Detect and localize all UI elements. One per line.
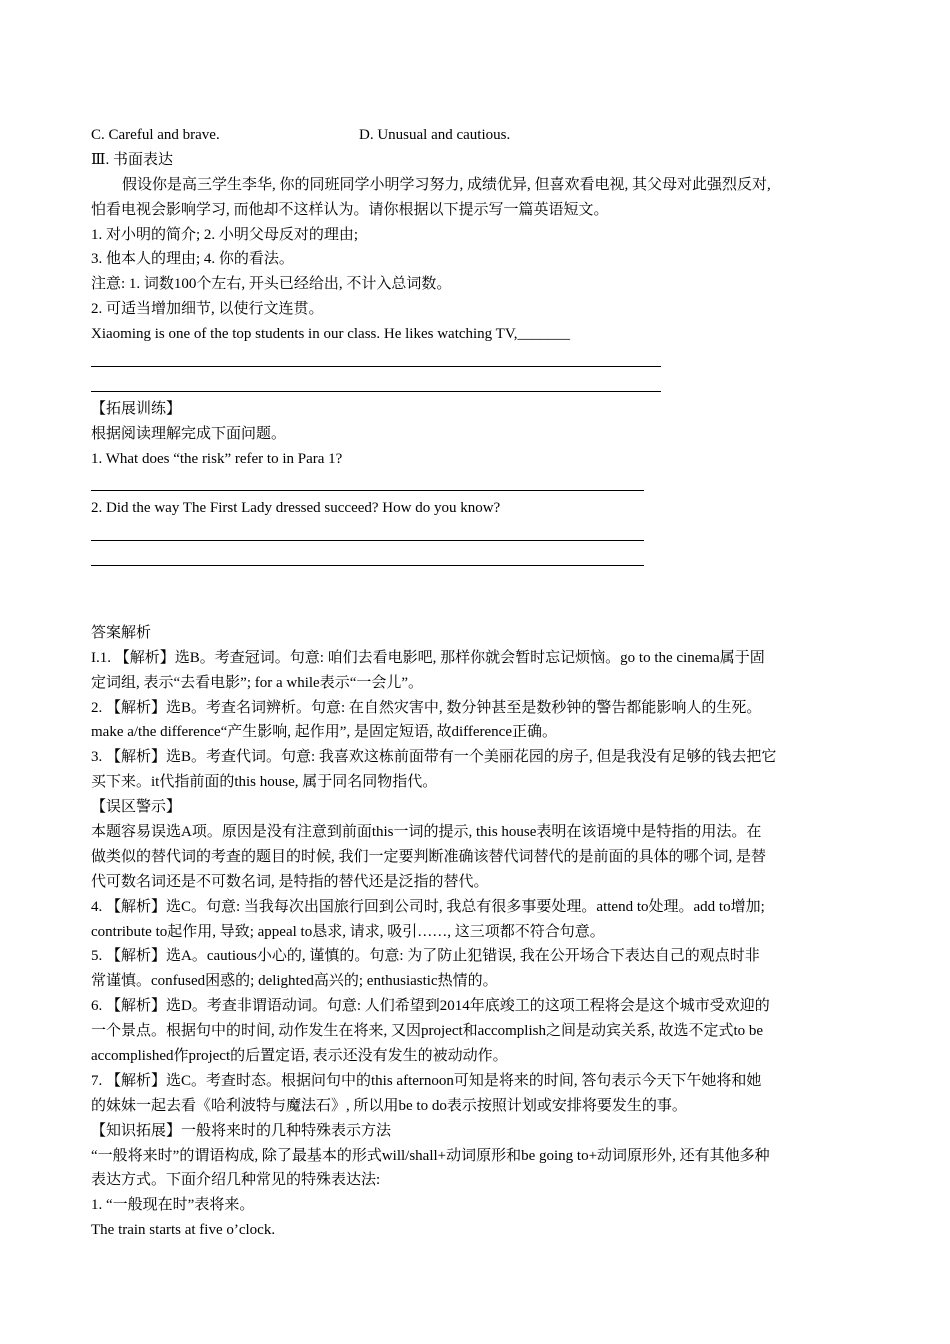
options-row — [91, 123, 866, 148]
answer-line: 7. 【解析】选C。考查时态。根据问句中的this afternoon可知是将来的时间, 答句表示今天下午她将和她 — [91, 1072, 762, 1089]
answer-line: 6. 【解析】选D。考查非谓语动词。句意: 人们希望到2014年底竣工的这项工程将会是这个城市受欢迎的 — [91, 998, 770, 1015]
prompt-point: 3. 他本人的理由; 4. 你的看法。 — [91, 251, 294, 268]
answer-line: I.1. 【解析】选B。考查冠词。句意: 咱们去看电影吧, 那样你就会暂时忘记烦恼。go to the cinema属于固 — [91, 649, 765, 666]
answer-line: 【知识拓展】一般将来时的几种特殊表示方法 — [91, 1122, 392, 1139]
answer-blank-line — [91, 372, 866, 397]
answer-line: contribute to起作用, 导致; appeal to恳求, 请求, 吸引……, 这三项都不符合句意。 — [91, 923, 605, 940]
prompt-note: 注意: 1. 词数100个左右, 开头已经给出, 不计入总词数。 — [91, 276, 452, 293]
prompt-note: 2. 可适当增加细节, 以使行文连贯。 — [91, 301, 324, 318]
answer-line: 5. 【解析】选A。cautious小心的, 谨慎的。句意: 为了防止犯错误, 我在公开场合下表达自己的观点时非 — [91, 948, 760, 965]
answer-line: 本题容易误选A项。原因是没有注意到前面this一词的提示, this house表明在该语境中是特指的用法。在 — [91, 823, 762, 840]
document-page — [91, 123, 866, 1243]
essay-starter: Xiaoming is one of the top students in our class. He likes watching TV,_______ — [91, 326, 570, 343]
answer-line: “一般将来时”的谓语构成, 除了最基本的形式will/shall+动词原形和be going to+动词原形外, 还有其他多种 — [91, 1147, 770, 1164]
question-2: 2. Did the way The First Lady dressed succeed? How do you know? — [91, 500, 501, 517]
answer-line: 做类似的替代词的考查的题目的时候, 我们一定要判断准确该替代词替代的是前面的具体的哪个词, 是替 — [91, 848, 767, 865]
option-d: D. Unusual and cautious. — [359, 127, 511, 143]
answer-blank-line — [91, 546, 866, 571]
answer-line: The train starts at five o’clock. — [91, 1222, 276, 1239]
answer-blank-line — [91, 347, 866, 372]
option-c: C. Careful and brave. — [91, 127, 220, 143]
answer-line: 的妹妹一起去看《哈利波特与魔法石》, 所以用be to do表示按照计划或安排将要发生的事。 — [91, 1097, 687, 1114]
answer-line: 2. 【解析】选B。考查名词辨析。句意: 在自然灾害中, 数分钟甚至是数秒钟的警告都能影响人的生死。 — [91, 699, 762, 716]
answer-line: 4. 【解析】选C。句意: 当我每次出国旅行回到公司时, 我总有很多事要处理。attend to处理。add to增加; — [91, 898, 765, 915]
answers-heading: 答案解析 — [91, 624, 152, 641]
answers-body — [91, 646, 866, 1243]
extension-heading: 【拓展训练】 — [91, 400, 182, 417]
answer-blank-line — [91, 471, 866, 496]
answer-line: 3. 【解析】选B。考查代词。句意: 我喜欢这栋前面带有一个美丽花园的房子, 但是我没有足够的钱去把它 — [91, 749, 777, 766]
answer-line: 常谨慎。confused困惑的; delighted高兴的; enthusiastic热情的。 — [91, 973, 498, 990]
answer-line: make a/the difference“产生影响, 起作用”, 是固定短语, 故difference正确。 — [91, 724, 557, 741]
answer-line: 买下来。it代指前面的this house, 属于同名同物指代。 — [91, 774, 438, 791]
answer-blank-line — [91, 521, 866, 546]
extension-intro: 根据阅读理解完成下面问题。 — [91, 425, 287, 442]
answer-line: 表达方式。下面介绍几种常见的特殊表达法: — [91, 1172, 381, 1189]
prompt-line: 怕看电视会影响学习, 而他却不这样认为。请你根据以下提示写一篇英语短文。 — [91, 201, 609, 218]
answer-line: 【误区警示】 — [91, 799, 182, 816]
answer-line: accomplished作project的后置定语, 表示还没有发生的被动动作。 — [91, 1047, 508, 1064]
answer-line: 一个景点。根据句中的时间, 动作发生在将来, 又因project和accomplish之间是动宾关系, 故选不定式to be — [91, 1023, 764, 1040]
prompt-line: 假设你是高三学生李华, 你的同班同学小明学习努力, 成绩优异, 但喜欢看电视, 其父母对此强烈反对, — [122, 176, 771, 193]
question-1: 1. What does “the risk” refer to in Para 1? — [91, 450, 343, 467]
prompt-point: 1. 对小明的简介; 2. 小明父母反对的理由; — [91, 226, 359, 243]
answer-line: 1. “一般现在时”表将来。 — [91, 1197, 255, 1214]
answer-line: 代可数名词还是不可数名词, 是特指的替代还是泛指的替代。 — [91, 873, 489, 890]
spacer — [91, 571, 866, 621]
section-heading: Ⅲ. 书面表达 — [91, 151, 173, 168]
answer-line: 定词组, 表示“去看电影”; for a while表示“一会儿”。 — [91, 674, 424, 691]
